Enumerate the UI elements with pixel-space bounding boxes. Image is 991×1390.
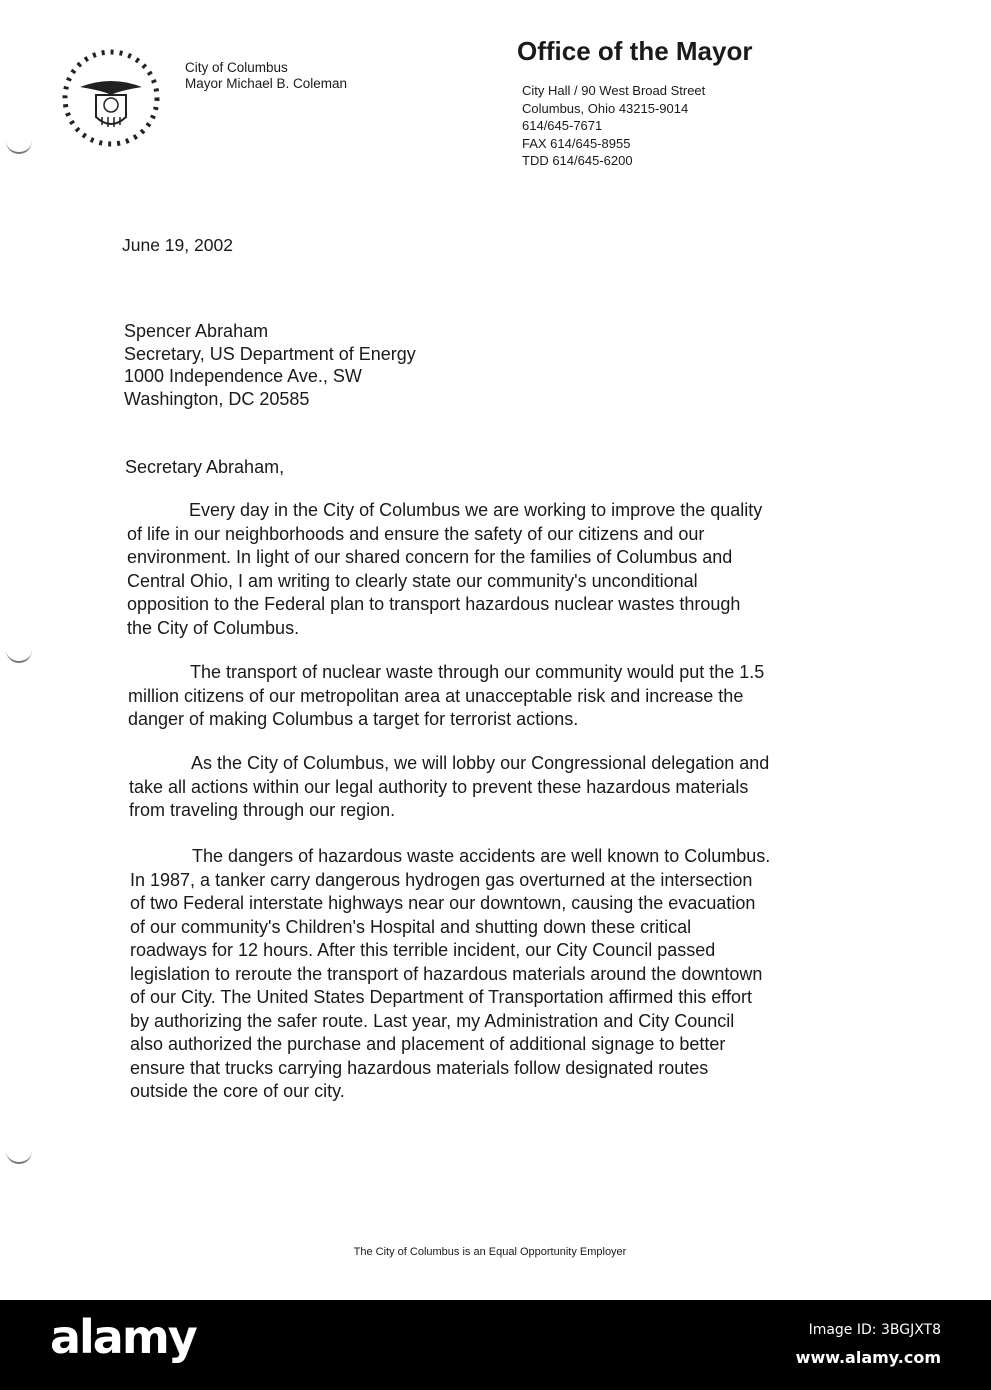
paragraph-line: of our community's Children's Hospital and shutting down these critical <box>130 916 692 937</box>
paragraph-line: roadways for 12 hours. After this terrible incident, our City Council passed <box>130 940 716 960</box>
recipient-line: Secretary, US Department of Energy <box>124 343 416 364</box>
paragraph-line: In 1987, a tanker carry dangerous hydrogen gas overturned at the intersection <box>130 869 753 890</box>
paragraph-line: of life in our neighborhoods and ensure the safety of our citizens and our <box>127 523 705 544</box>
paragraph-line: The dangers of hazardous waste accidents are well known to Columbus. <box>192 846 771 866</box>
watermark-bar <box>0 1300 991 1390</box>
paragraph-line: by authorizing the safer route. Last year, my Administration and City Council <box>130 1010 735 1031</box>
address-line: Columbus, Ohio 43215-9014 <box>522 100 689 116</box>
address-line: TDD 614/645-6200 <box>522 153 633 168</box>
paragraph-line: take all actions within our legal authority to prevent these hazardous materials <box>129 776 749 797</box>
paragraph-line: of our City. The United States Department of Transportation affirmed this effort <box>130 987 752 1007</box>
paragraph-line: The transport of nuclear waste through our community would put the 1.5 <box>190 662 765 682</box>
paragraph-line: of two Federal interstate highways near our downtown, causing the evacuation <box>130 893 756 913</box>
paragraph-line: legislation to reroute the transport of hazardous materials around the downtown <box>130 963 763 984</box>
paragraph-line: from traveling through our region. <box>129 800 396 820</box>
paragraph-line: As the City of Columbus, we will lobby our Congressional delegation and <box>191 753 770 773</box>
recipient-line: Spencer Abraham <box>124 321 269 341</box>
body-paragraph <box>129 752 769 823</box>
office-title: Office of the Mayor <box>517 36 753 66</box>
image-id: Image ID: 3BGJXT8 <box>808 1322 941 1338</box>
paragraph-line: Central Ohio, I am writing to clearly state our community's unconditional <box>127 570 698 591</box>
punch-hole-mark <box>6 645 32 663</box>
footer-eoe: The City of Columbus is an Equal Opportunity Employer <box>353 1246 627 1258</box>
alamy-logo: alamy <box>50 1310 196 1364</box>
address-line: City Hall / 90 West Broad Street <box>522 83 706 98</box>
office-address <box>522 82 705 170</box>
address-line: 614/645-7671 <box>522 118 603 133</box>
paragraph-line: the City of Columbus. <box>127 617 300 638</box>
letterhead-sender <box>185 60 347 92</box>
paragraph-line: ensure that trucks carrying hazardous materials follow designated routes <box>130 1057 709 1078</box>
city-name: City of Columbus <box>185 60 288 75</box>
recipient-line: Washington, DC 20585 <box>124 388 310 409</box>
paragraph-line: opposition to the Federal plan to transport hazardous nuclear wastes through <box>127 594 741 614</box>
site-url: www.alamy.com <box>795 1348 941 1367</box>
body-paragraph <box>128 661 764 732</box>
paragraph-line: outside the core of our city. <box>130 1081 345 1101</box>
recipient-line: 1000 Independence Ave., SW <box>124 366 362 386</box>
city-seal <box>58 45 164 151</box>
recipient-address <box>124 320 416 410</box>
paragraph-line: Every day in the City of Columbus we are working to improve the quality <box>189 500 763 520</box>
body-paragraph <box>127 499 762 640</box>
paragraph-line: million citizens of our metropolitan area at unacceptable risk and increase the <box>128 685 744 706</box>
punch-hole-mark <box>6 1146 32 1164</box>
paragraph-line: also authorized the purchase and placement of additional signage to better <box>130 1034 726 1054</box>
mayor-name: Mayor Michael B. Coleman <box>185 76 348 91</box>
letter-date: June 19, 2002 <box>122 235 233 255</box>
body-paragraph <box>130 845 770 1104</box>
punch-hole-mark <box>6 136 32 154</box>
paragraph-line: environment. In light of our shared concern for the families of Columbus and <box>127 547 733 567</box>
address-line: FAX 614/645-8955 <box>522 135 631 151</box>
paragraph-line: danger of making Columbus a target for terrorist actions. <box>128 709 579 729</box>
salutation: Secretary Abraham, <box>125 457 285 477</box>
